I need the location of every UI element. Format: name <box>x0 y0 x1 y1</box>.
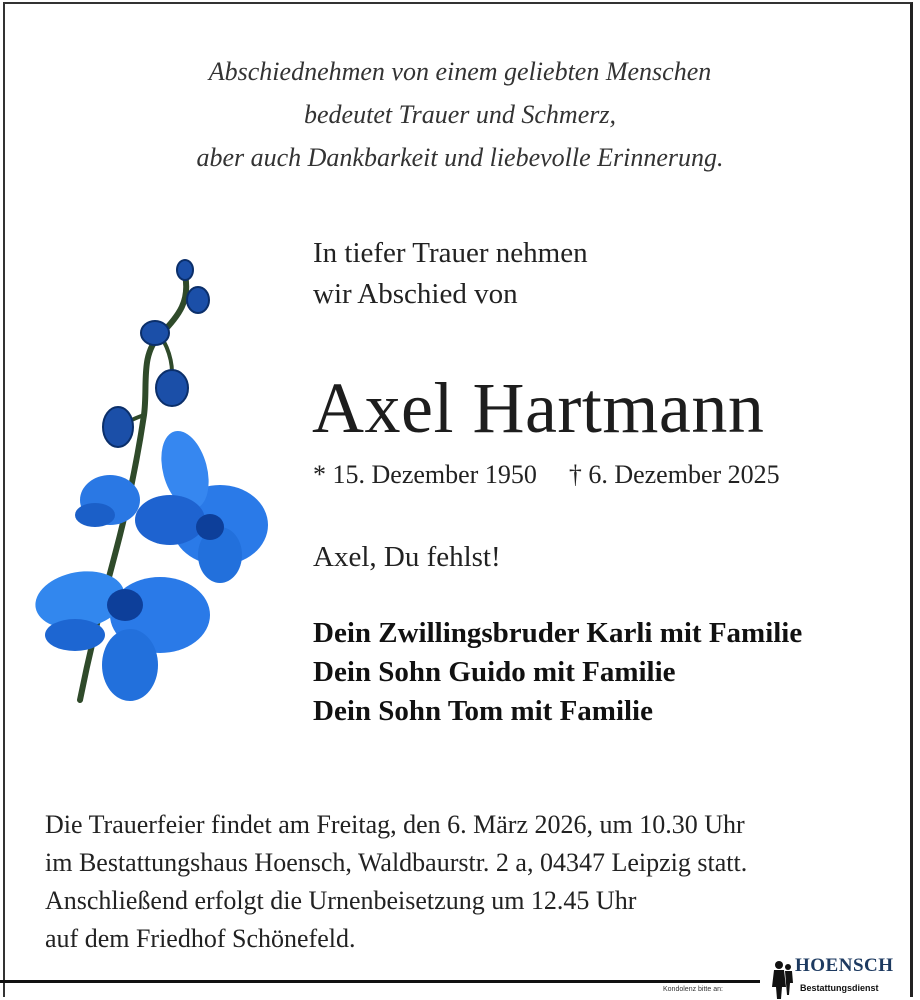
condolence-label: Kondolenz bitte an: <box>663 986 723 993</box>
mourners-list <box>313 614 802 731</box>
details-line: Anschließend erfolgt die Urnenbeisetzung um 12.45 Uhr <box>45 886 637 915</box>
orchid-flower-left <box>75 475 140 527</box>
quote-line: aber auch Dankbarkeit und liebevolle Erinnerung. <box>196 143 724 172</box>
life-dates <box>313 457 780 493</box>
intro-text <box>313 233 588 315</box>
mourner-line: Dein Sohn Tom mit Familie <box>313 695 653 727</box>
death-date: † 6. Dezember 2025 <box>568 460 780 489</box>
intro-line: In tiefer Trauer nehmen <box>313 237 588 269</box>
details-line: auf dem Friedhof Schönefeld. <box>45 924 356 953</box>
details-line: Die Trauerfeier findet am Freitag, den 6. März 2026, um 10.30 Uhr <box>45 810 745 839</box>
deceased-name: Axel Hartmann <box>312 368 765 448</box>
details-line: im Bestattungshaus Hoensch, Waldbaurstr. 2 a, 04347 Leipzig statt. <box>45 848 748 877</box>
funeral-details <box>45 806 747 958</box>
mourner-line: Dein Sohn Guido mit Familie <box>313 656 676 688</box>
blue-orchid-image <box>20 255 290 705</box>
birth-date: * 15. Dezember 1950 <box>313 460 537 489</box>
intro-line: wir Abschied von <box>313 278 518 310</box>
mourner-line: Dein Zwillingsbruder Karli mit Familie <box>313 617 803 649</box>
bottom-divider <box>0 980 760 983</box>
orchid-buds <box>103 260 209 447</box>
quote-line: Abschiednehmen von einem geliebten Menschen <box>208 57 712 86</box>
personal-message: Axel, Du fehlst! <box>313 541 501 573</box>
orchid-flower-lower <box>31 565 210 701</box>
logo-name: HOENSCH <box>795 955 894 976</box>
opening-quote <box>0 50 920 179</box>
logo-subtitle: Bestattungsdienst <box>800 983 879 993</box>
quote-line: bedeutet Trauer und Schmerz, <box>304 100 616 129</box>
orchid-flower-upper <box>135 426 268 583</box>
